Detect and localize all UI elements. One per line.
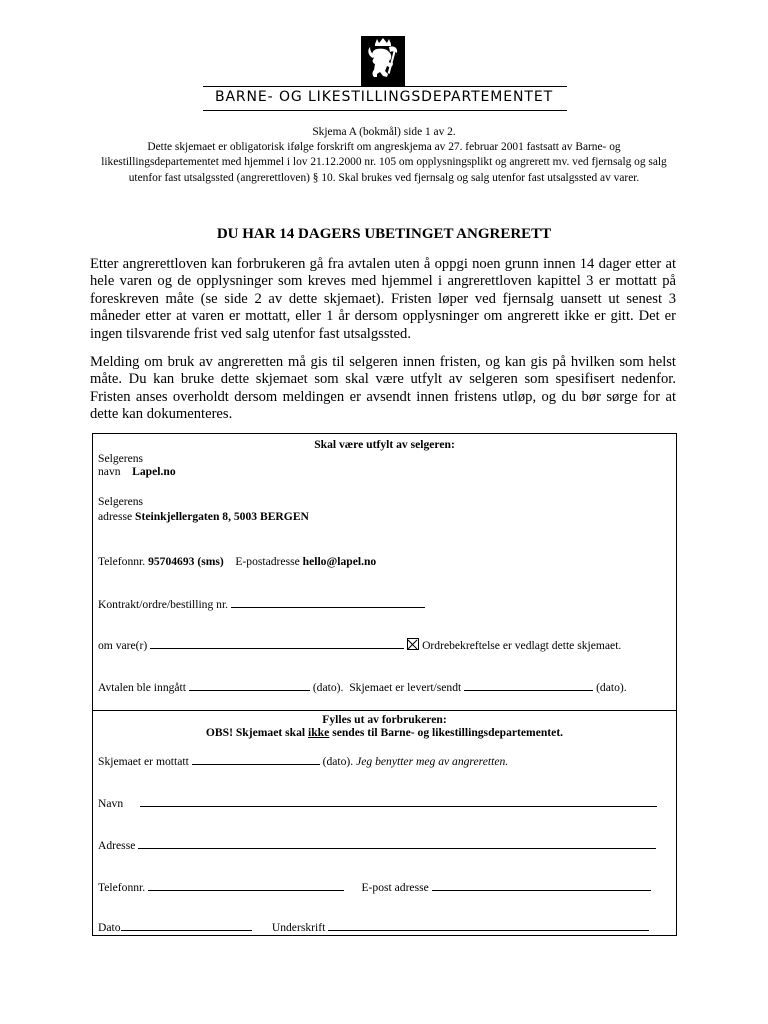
order-confirmation-checkbox[interactable] [407, 638, 419, 650]
consumer-name-row [98, 796, 657, 811]
consumer-name-field[interactable] [140, 796, 657, 807]
consumer-contact-row [98, 880, 651, 895]
consumer-address-field[interactable] [138, 838, 656, 849]
seller-email-label: E-postadresse [235, 555, 300, 568]
goods-label: om vare(r) [98, 639, 148, 652]
withdrawal-form-box [92, 433, 677, 936]
received-row [98, 754, 508, 769]
agreement-date-label: Avtalen ble inngått [98, 681, 186, 694]
seller-address-row [98, 510, 309, 524]
date-signature-row [98, 920, 649, 935]
form-legal-note: Dette skjemaet er obligatorisk ifølge forskrift om angreskjema av 27. februar 2001 fastsatt av Barne- og likestillingsdepartementet med hjemmel i lov 21.12.2000 nr. 105 om opplysningsplikt og angrerett mv. ved fjernsalg og salg utenfor fast utsalgssted (angrerettloven) § 10. Skal brukes ved fjernsalg og salg utenfor fast utsalgssted av varer. [101, 141, 667, 184]
seller-name-label-1: Selgerens [98, 452, 144, 465]
signature-field[interactable] [328, 920, 649, 931]
contract-number-row [98, 597, 425, 612]
paragraph-notification: Melding om bruk av angreretten må gis til selgeren innen fristen, og kan gis på hvilken som helst måte. Du kan bruke dette skjemaet som skal være utfylt av selgeren som spesifisert nedenfor. Fristen anses overholdt dersom meldingen er avsendt innen fristens utløp, og du bør sørge for at dette kan dokumenteres. [90, 354, 676, 423]
consumer-email-label: E-post adresse [361, 881, 429, 894]
form-sent-date-field[interactable] [464, 680, 593, 691]
consumer-phone-field[interactable] [148, 880, 344, 891]
received-date-field[interactable] [192, 754, 320, 765]
signature-label: Underskrift [271, 921, 326, 934]
goods-row [98, 638, 621, 653]
agreement-date-row [98, 680, 627, 695]
obs-note-post: sendes til Barne- og likestillingsdepartementet. [332, 726, 564, 739]
page-title: DU HAR 14 DAGERS UBETINGET ANGRERETT [216, 226, 552, 242]
form-sent-date-suffix: (dato). [596, 681, 627, 694]
consumer-address-row [98, 838, 656, 853]
seller-name-label-2: navn [98, 465, 121, 478]
seller-address-label-2: adresse [98, 510, 133, 523]
form-page-indicator: Skjema A (bokmål) side 1 av 2. [312, 126, 456, 138]
contract-number-field[interactable] [231, 597, 425, 608]
date-field[interactable] [121, 920, 252, 931]
goods-field[interactable] [150, 638, 404, 649]
order-confirmation-label: Ordrebekreftelse er vedlagt dette skjemaet. [422, 639, 622, 652]
paragraph-cancellation-rights: Etter angrerettloven kan forbrukeren gå fra avtalen uten å oppgi noen grunn innen 14 dager etter at hele varen og de opplysninger som kreves med hjemmel i angrerettloven kapittel 3 er mottatt på foreskreven måte (se side 2 av dette skjemaet). Fristen løper ved fjernsalg uansett ut senest 3 måneder etter at varen er mottatt, eller 1 år dersom opplysninger om angrerett ikke er gitt. Det er ingen tilsvarende frist ved salg utenfor fast utsalgssted. [90, 256, 676, 342]
seller-address-label-1: Selgerens [98, 495, 144, 508]
consumer-phone-label: Telefonnr. [98, 881, 146, 894]
seller-email-value: hello@lapel.no [302, 555, 377, 568]
consumer-obs-note [93, 726, 676, 740]
header-rule-top [203, 86, 567, 87]
header-rule-bottom [203, 110, 567, 111]
seller-contact-row [98, 555, 376, 569]
form-intro [100, 125, 668, 186]
seller-name-value: Lapel.no [132, 465, 176, 478]
obs-note-ikke: ikke [308, 726, 330, 739]
seller-address-value: Steinkjellergaten 8, 5003 BERGEN [135, 510, 309, 523]
seller-name-row [98, 465, 176, 479]
consumer-email-field[interactable] [432, 880, 651, 891]
seller-phone-label: Telefonnr. [98, 555, 146, 568]
obs-note-pre: OBS! Skjemaet skal [205, 726, 306, 739]
received-note: Jeg benytter meg av angreretten. [356, 755, 509, 768]
consumer-section-title: Fylles ut av forbrukeren: [322, 713, 447, 726]
agreement-date-field[interactable] [189, 680, 310, 691]
department-name: BARNE- OG LIKESTILLINGSDEPARTEMENTET [214, 89, 554, 105]
date-label: Dato [98, 921, 121, 934]
consumer-name-label: Navn [98, 797, 124, 810]
seller-section-title: Skal være utfylt av selgeren: [314, 438, 455, 451]
agreement-date-suffix: (dato). [312, 681, 344, 694]
received-suffix: (dato). [322, 755, 354, 768]
consumer-address-label: Adresse [98, 839, 136, 852]
norwegian-lion-crest-icon [361, 36, 405, 86]
form-sent-label: Skjemaet er levert/sendt [349, 681, 462, 694]
contract-number-label: Kontrakt/ordre/bestilling nr. [98, 598, 229, 611]
seller-phone-value: 95704693 (sms) [148, 555, 224, 568]
received-label: Skjemaet er mottatt [98, 755, 189, 768]
section-divider [93, 710, 676, 711]
